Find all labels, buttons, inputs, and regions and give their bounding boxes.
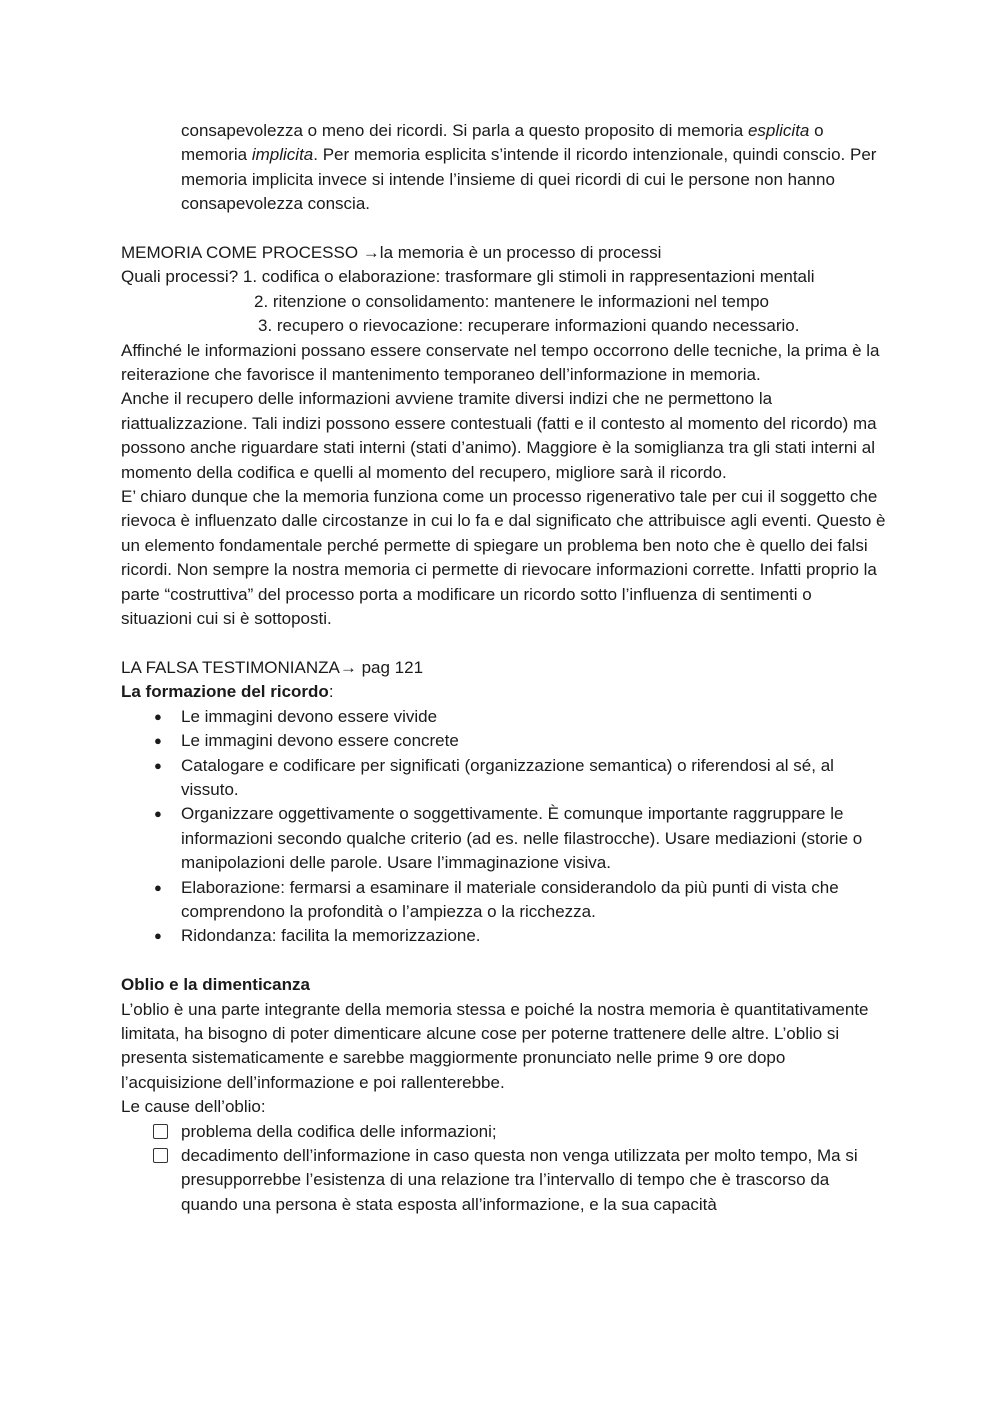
intro-text-1: consapevolezza o meno dei ricordi. Si parla a questo proposito di memoria (181, 121, 748, 140)
list-item (121, 802, 886, 875)
bullet-icon: ● (154, 928, 162, 944)
process-heading: MEMORIA COME PROCESSO →la memoria è un processo di processi (121, 243, 662, 263)
list-item-text: Ridondanza: facilita la memorizzazione. (181, 926, 481, 946)
process-paragraph-1: Affinché le informazioni possano essere conservate nel tempo occorrono delle tecniche, la prima è la reiterazione che favorisce il mantenimento temporaneo dell’informazione in memoria. (121, 340, 880, 385)
document-page (121, 119, 886, 1217)
intro-text-2: o memoria (181, 121, 824, 165)
process-line-1: Quali processi? 1. codifica o elaborazione: trasformare gli stimoli in rappresentazioni mentali (121, 267, 815, 287)
list-item-text: Elaborazione: fermarsi a esaminare il materiale considerandolo da più punti di vista che comprendono la profondità o l’ampiezza o la ricchezza. (181, 877, 839, 921)
list-item (121, 729, 886, 753)
list-item (121, 754, 886, 803)
list-item-text: Le immagini devono essere vivide (181, 706, 438, 726)
checklist-item-text: decadimento dell’informazione in caso questa non venga utilizzata per molto tempo, Ma si presupporrebbe l’esistenza di una relazione tra l’intervallo di tempo che è trascorso da quando una persona è stata esposta all’informazione, e la sua capacità (181, 1146, 858, 1214)
bullet-icon: ● (154, 733, 162, 749)
intro-paragraph (121, 119, 886, 217)
list-item-text: Le immagini devono essere concrete (181, 731, 459, 751)
list-item (121, 876, 886, 925)
process-line-2: 2. ritenzione o consolidamento: mantenere le informazioni nel tempo (254, 291, 770, 311)
list-item (121, 924, 886, 948)
oblio-heading: Oblio e la dimenticanza (121, 975, 310, 995)
list-item-text: Catalogare e codificare per significati (organizzazione semantica) o riferendosi al sé, al vissuto. (181, 755, 834, 799)
oblio-causes-label: Le cause dell’oblio: (121, 1097, 266, 1117)
bullet-icon: ● (154, 879, 162, 895)
bullet-icon: ● (154, 757, 162, 773)
memory-formation-list (121, 705, 886, 949)
testimony-subheading (121, 680, 886, 704)
process-paragraph-3: E’ chiaro dunque che la memoria funziona come un processo rigenerativo tale per cui il soggetto che rievoca è influenzato dalle circostanze in cui lo fa e dal significato che attribuisce agli eventi. Questo è un elemento fondamentale perché permette di spiegare un problema ben noto che è quello dei falsi ricordi. Non sempre la nostra memoria ci permette di rievocare informazioni corrette. Infatti proprio la parte “costruttiva” del processo porta a modificare un ricordo sotto l’influenza di sentimenti o situazioni cui si è sottoposti. (121, 487, 886, 629)
bullet-icon: ● (154, 708, 162, 724)
spacer (121, 632, 886, 656)
bullet-icon: ● (154, 806, 162, 822)
checklist-item (121, 1144, 886, 1217)
checkbox-icon[interactable] (153, 1148, 168, 1163)
checkbox-icon[interactable] (153, 1124, 168, 1139)
list-item (121, 705, 886, 729)
intro-text-3: . Per memoria esplicita s’intende il ricordo intenzionale, quindi conscio. Per memoria implicita invece si intende l’insieme di quei ricordi di cui le persone non hanno consapevolezza conscia. (181, 145, 877, 214)
list-item-text: Organizzare oggettivamente o soggettivamente. È comunque importante raggruppare le informazioni secondo qualche criterio (ad es. nelle filastrocche). Usare mediazioni (storie o manipolazioni delle parole. Usare l’immaginazione visiva. (181, 804, 863, 873)
process-paragraph-2: Anche il recupero delle informazioni avviene tramite diversi indizi che ne permettono la riattualizzazione. Tali indizi possono essere contestuali (fatti e il contesto al momento del ricordo) ma possono anche riguardare stati interni (stati d’animo). Maggiore è la somiglianza tra gli stati interni al momento della codifica e quelli al momento del recupero, migliore sarà il ricordo. (121, 389, 877, 482)
testimony-subheading-colon: : (328, 682, 334, 702)
spacer (121, 217, 886, 241)
oblio-paragraph: L’oblio è una parte integrante della memoria stessa e poiché la nostra memoria è quantitativamente limitata, ha bisogno di poter dimenticare alcune cose per poterne trattenere delle altre. L’oblio si presenta sistematicamente e sarebbe maggiormente pronunciato nelle prime 9 ore dopo l’acquisizione dell’informazione e poi rallenterebbe. (121, 999, 869, 1092)
testimony-heading: LA FALSA TESTIMONIANZA→ pag 121 (121, 657, 424, 677)
testimony-subheading-text: La formazione del ricordo (121, 682, 329, 702)
checklist-item (121, 1120, 886, 1144)
spacer (121, 949, 886, 973)
oblio-causes-checklist (121, 1120, 886, 1218)
checklist-item-text: problema della codifica delle informazioni; (181, 1121, 497, 1141)
process-line-3: 3. recupero o rievocazione: recuperare informazioni quando necessario. (258, 316, 800, 336)
intro-emphasis-esplicita: esplicita (747, 121, 810, 140)
intro-emphasis-implicita: implicita (251, 145, 314, 165)
